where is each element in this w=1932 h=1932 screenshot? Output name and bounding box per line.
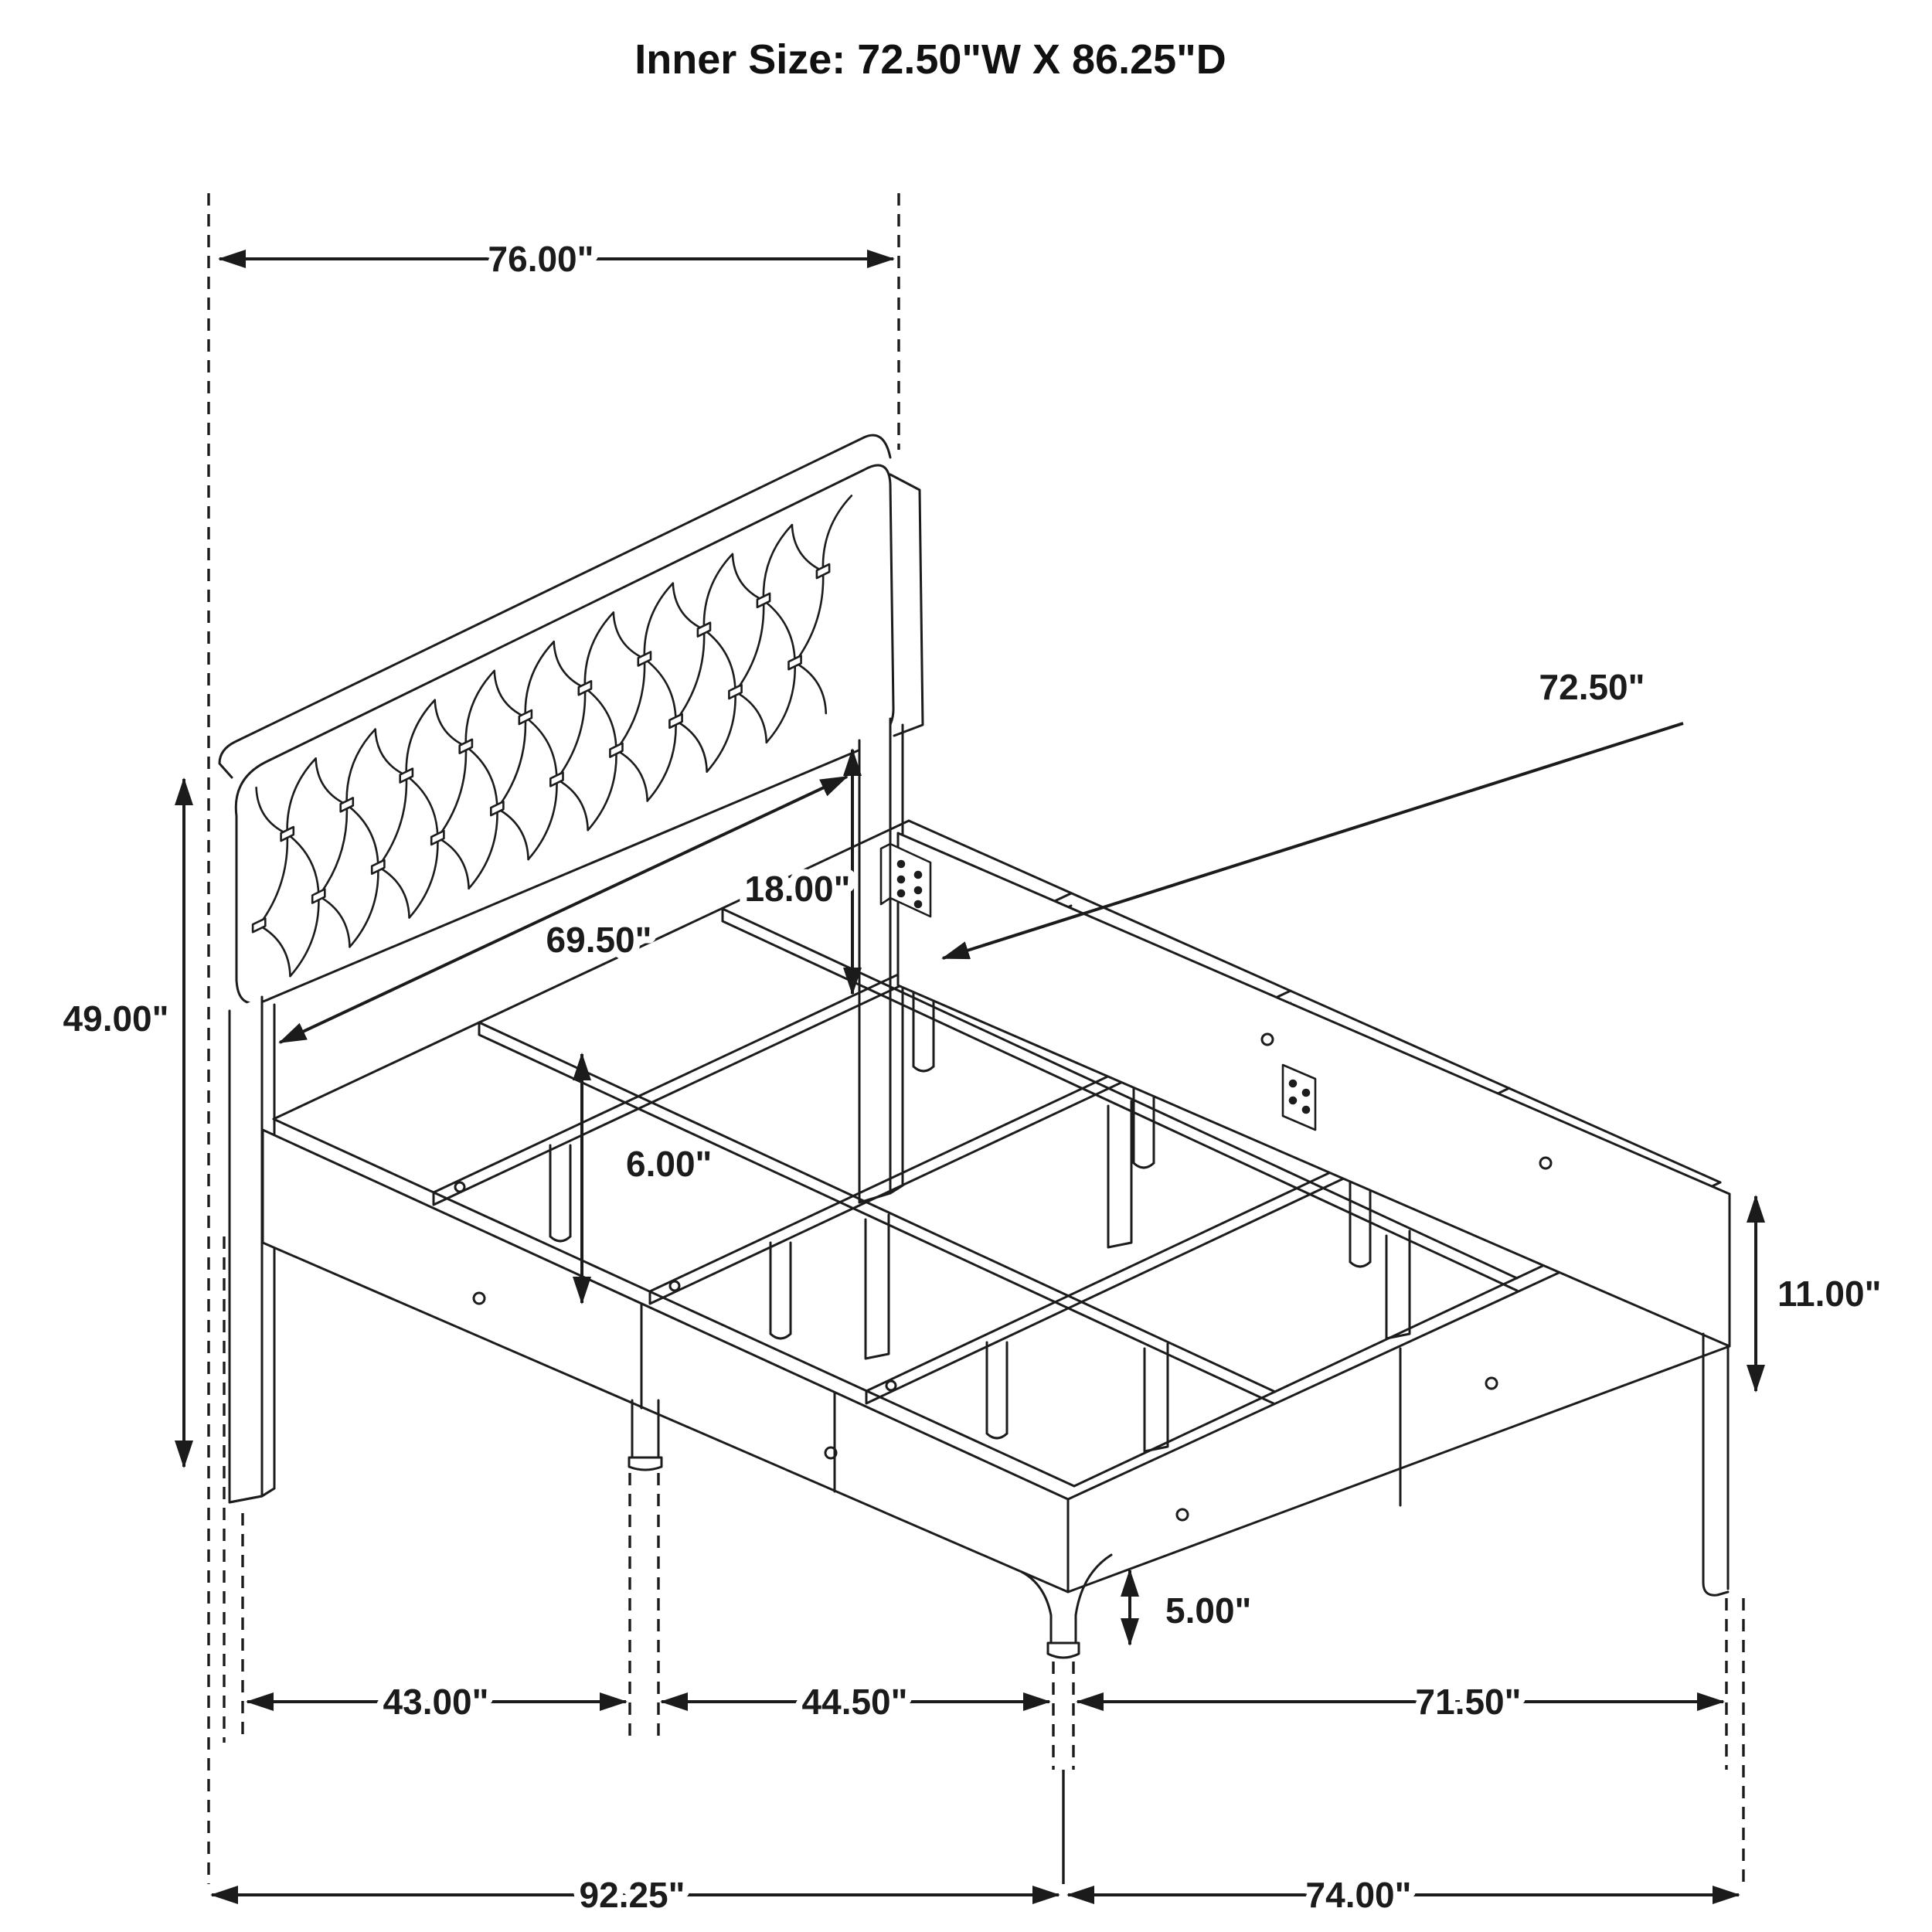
headboard [219,435,923,1003]
screw-hole [886,1381,896,1390]
dim-footboard-height [1756,1196,1881,1391]
leg-foot-pad [1048,1643,1079,1658]
dim-headboard-height [63,779,184,1467]
dim-overall-length [212,1875,1059,1915]
dim-label-slat-leg-height: 6.00" [626,1144,713,1184]
dim-label-overall-length: 92.25" [579,1875,685,1915]
leg-foot [629,1458,662,1470]
bracket-hole [1290,1097,1296,1104]
dim-foot-overall-width [1068,1875,1739,1915]
bracket-hole [915,901,921,907]
screw-hole [455,1182,464,1192]
bracket-hole [915,887,921,893]
dim-label-foot-leg-height: 5.00" [1165,1590,1252,1631]
leg-front [230,997,262,1502]
slat-leg [987,1342,1007,1438]
dim-label-overall-width: 76.00" [488,239,594,279]
dim-support-to-foot [662,1682,1049,1722]
dim-label-foot-inner-width: 71.50" [1415,1682,1522,1722]
leader-line [943,723,1683,958]
dim-label-inner-width: 72.50" [1539,667,1645,707]
bracket-hole [898,861,904,867]
dimension-annotations [63,193,1882,1915]
leg-hook [1703,1334,1728,1595]
dim-label-headboard-height: 49.00" [63,998,169,1039]
dim-foot-leg-height [1130,1570,1251,1645]
dim-label-headboard-panel-width: 69.50" [546,920,652,960]
corner-leg-right [1703,1334,1728,1595]
center-rail-leg [1108,1101,1131,1247]
headboard-leg-left [230,997,274,1502]
headboard-side-face [890,474,923,736]
dim-label-support-to-foot: 44.50" [801,1682,908,1722]
screw-hole [670,1281,679,1291]
headboard-leg-right [859,719,903,1202]
bracket-hole [898,890,904,896]
center-rail-leg [1145,1344,1168,1451]
dim-label-foot-overall-width: 74.00" [1305,1875,1412,1915]
bracket-hole [1303,1090,1309,1096]
dim-label-under-headboard-clearance: 18.00" [744,869,851,909]
slat-leg [550,1145,570,1241]
slat-leg [770,1243,791,1338]
dim-foot-inner-width [1077,1682,1723,1722]
center-rail-leg [1386,1231,1410,1338]
center-rail-leg [866,1215,889,1359]
dim-headboard-to-support [247,1682,626,1722]
left-rail-face [263,1130,1068,1592]
bed-drawing [219,435,1730,1658]
dim-label-footboard-height: 11.00" [1777,1274,1882,1314]
leg-side [262,1005,274,1496]
bracket-hole [898,876,904,883]
page-title: Inner Size: 72.50"W X 86.25"D [634,36,1226,83]
bracket-hole [1303,1107,1309,1113]
bracket-hole [1290,1080,1296,1087]
bracket-hole [915,872,921,878]
dim-overall-width [219,239,893,279]
leg-front [859,719,890,1202]
dim-label-headboard-to-support: 43.00" [383,1682,489,1722]
bracket-flange [881,844,890,904]
